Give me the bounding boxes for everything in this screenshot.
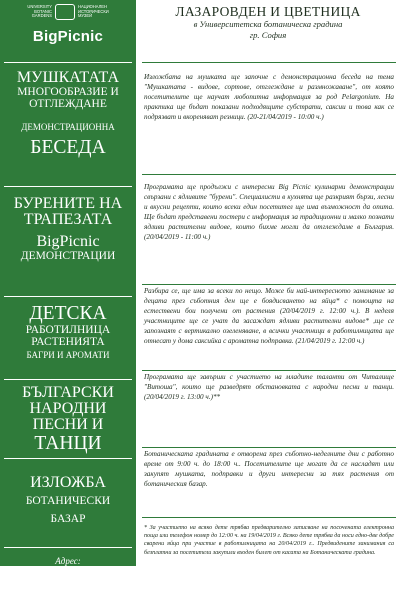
section-title: НАРОДНИ bbox=[29, 400, 107, 417]
section-folk-songs bbox=[0, 380, 136, 458]
section-label: БАГРИ И АРОМАТИ bbox=[26, 350, 110, 360]
section-subtitle: ОТГЛЕЖДАНЕ bbox=[29, 98, 107, 110]
section-subtitle: БОТАНИЧЕСКИ bbox=[25, 495, 111, 507]
section-title: ТРАПЕЗАТА bbox=[23, 211, 113, 228]
contact-block bbox=[0, 548, 136, 611]
address-label: Адрес: bbox=[55, 556, 81, 566]
address-value: ул. Московска №49 bbox=[31, 567, 105, 577]
bigpicnic-logo: BigPicnic bbox=[32, 28, 104, 45]
section-title: ИЗЛОЖБА bbox=[30, 474, 106, 491]
main-content bbox=[136, 0, 400, 566]
section-title: ПЕСНИ И bbox=[32, 416, 104, 433]
paragraph-exhibition: Ботаническата градината е отворена през съботно-неделните дни с работно време от 9:00 ч. до 18:00 ч.. Посетителите ще могат да се насладят или закупят мушката, подправки и други интересни за тях растения от ботаническия базар. bbox=[144, 450, 394, 488]
phone-label: Телефон: bbox=[50, 589, 86, 599]
header bbox=[136, 0, 400, 62]
paragraph-pelargonium: Изложбата на мушката ще започне с демонстрационна беседа на тема "Мушкатата - видове, сортове, отглеждане и размножаване", от която посетителите ще научат любопитна информация за род Pelargonium. На практика ще бъдат показани подходящите субстрати, саксии и това как се подрязват и вкореняват резници. (20-21/04/2019 - 10:00 ч.) bbox=[144, 73, 394, 121]
footnote: * За участието на всяко дете трябва предварително записване на посочената електронна поща или телефон номер до 12:00 ч. на 19/04/2019 г. Всяко дете трябва да носи едно-две добре сварени яйца при участие в работилницата на 20/04/2019 г.. Предвидените занимания са безплатни за посетители закупили входен билет от касата на Ботаническата градина. bbox=[144, 525, 394, 556]
section-title: БЕСЕДА bbox=[30, 137, 106, 158]
page-subtitle: в Университетска ботаническа градина bbox=[193, 19, 343, 29]
page-location: гр. София bbox=[249, 29, 287, 40]
partner-logos bbox=[0, 4, 136, 20]
university-logo-text: UNIVERSITY BOTANIC GARDENS bbox=[27, 4, 52, 19]
section-subtitle: ДЕМОНСТРАЦИИ bbox=[20, 250, 116, 262]
logo-block bbox=[0, 0, 136, 62]
page-title: ЛАЗАРОВДЕН И ЦВЕТНИЦА bbox=[175, 4, 361, 19]
university-seal-icon bbox=[55, 4, 75, 20]
section-title: БЪЛГАРСКИ bbox=[22, 384, 114, 401]
paragraph-weeds: Програмата ще продължи с интересни Big Picnic кулинарни демонстрации свързани с ядливите "бурени". Специалисти в кухнята ще разкрият бързи, лесни и вкусни рецепти, които всеки един посетител ще има възможност да опита. Ще бъдат представени постери с информация за традиционни и малко познати ядливи растителни видове, които бихме могли да отглеждаме в България. (20/04/2019 - 11:00 ч.) bbox=[144, 183, 394, 241]
museum-logo-text: НАЦИОНАЛЕН ИСТОРИЧЕСКИ МУЗЕЙ bbox=[78, 4, 109, 19]
section-subtitle: БАЗАР bbox=[50, 513, 86, 525]
section-title: МУШКАТАТА bbox=[16, 69, 120, 86]
section-exhibition bbox=[0, 459, 136, 547]
section-subtitle: МНОГООБРАЗИЕ И bbox=[17, 86, 119, 98]
section-subtitle: РАБОТИЛНИЦА bbox=[25, 324, 111, 336]
email-link[interactable]: Email: ubg_sofia@abv.bg bbox=[20, 578, 116, 588]
section-title: BigPicnic bbox=[36, 233, 100, 250]
section-subtitle: РАСТЕНИЯТА bbox=[31, 336, 105, 348]
section-title: ДЕТСКА bbox=[29, 303, 107, 324]
sidebar bbox=[0, 0, 136, 610]
section-title: БУРЕНИТЕ НА bbox=[13, 195, 123, 212]
section-kids-workshop bbox=[0, 297, 136, 379]
section-pelargonium bbox=[0, 63, 136, 186]
paragraph-folk-songs: Програмата ще завърши с участието на младите таланти от Читалище "Витоша", които ще разведрят обстановката с народни песни и танци.(20/04/2019 г. 13:00 ч.)** bbox=[144, 373, 394, 401]
section-weeds bbox=[0, 187, 136, 296]
section-title: ТАНЦИ bbox=[34, 433, 102, 454]
phone-value: 0879140535 bbox=[45, 600, 91, 610]
section-label: ДЕМОНСТРАЦИОННА bbox=[21, 122, 115, 132]
paragraph-kids-workshop: Разбира се, ще има за всеки по нещо. Може би най-интересното занимание за децата през съботния ден ще е боядисването на яйца* с помощта на естествени бои получени от растения (20/04/2019 г. 12:00 ч.). В неделя участниците ще се учат да засаждат ядливи растителни видове* ,ще се запознаят с вертикално озеленяване, в всички участници в работилницата ще отнесат у дома саксийка с ароматна подправка. (21/04/2019 г. 12:00 ч.) bbox=[144, 287, 394, 345]
